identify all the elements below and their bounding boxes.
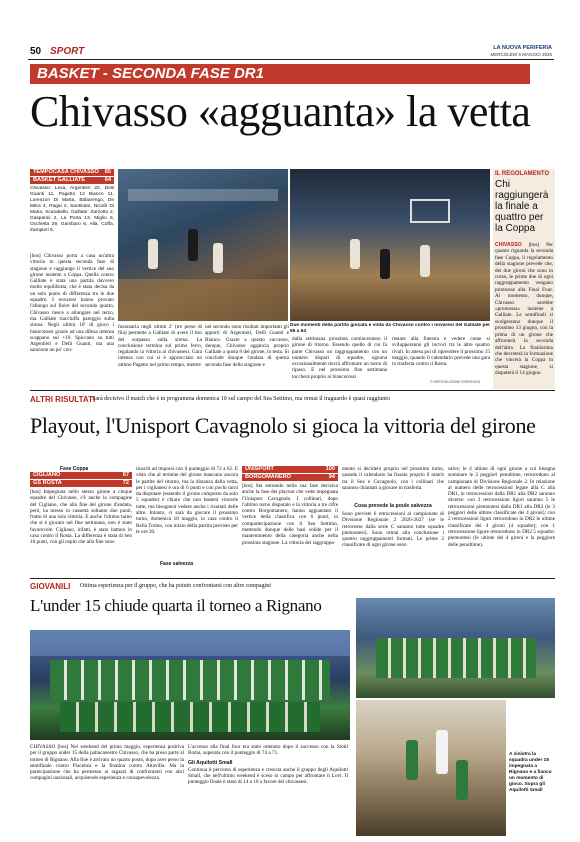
- score-row: [30, 472, 132, 480]
- article-kicker: ALTRI RISULTATI: [30, 395, 96, 404]
- article-text: L'accesso alla final four era stato ottenuto dopo il successo con la Stotil Roma, superata con il punteggio di 74 a 71.: [188, 744, 348, 757]
- subhead: Cosa prevede la poule salvezza: [354, 503, 432, 509]
- article-column: riusciti ad imporsi con il punteggio di 72 a 62. E visto che al termine del girone mancano ancora le partite del ritorno, ma la distanza dalla vetta, per i ciglianesi è ora di 6 punti e con pochi turni da disputare (essendo il girone composto da solo 5 squadre) è chiaro che non basterà vincerle tutte, ma bisognerà vedere anche i risultati delle altre. Intanto, ci sarà da giocare il prossimo turno, domenica 10 maggio, in casa contro il Bella Torino, con inizio della partita previsto per le ore 20.: [136, 466, 238, 535]
- game-photo: [118, 169, 288, 321]
- copyright: © RIPRODUZIONE RISERVATA: [430, 380, 481, 384]
- page-number: 50: [30, 46, 42, 57]
- subhead: Gli Aquilotti Small: [188, 759, 233, 766]
- sidebar-label: IL REGOLAMENTO: [495, 171, 550, 177]
- sidebar-dropcap: CHIVASSO: [495, 242, 522, 248]
- score-row: [242, 466, 338, 474]
- article-column: nel secondo sono risultati importanti gli apporti di Argentieri, Delli Guanti e Bianco. Grazie a questo successo, dunque, Chivasso aggancia proprio Galliate a quota 8 del girone, in testa. Si conclude dunque l'andata di questa seconda fase della stagione e: [205, 324, 289, 368]
- team-name: BASKET GALLIATE: [33, 177, 86, 183]
- article-column: [30, 744, 184, 836]
- team-photo: [356, 598, 555, 698]
- article-deck: Ottima esperienza per il gruppo, che ha potuto confrontarsi con altre compagini: [80, 583, 271, 589]
- team-photo: [30, 630, 350, 740]
- article-headline: Playout, l'Unisport Cavagnolo si gioca la vittoria del girone: [30, 413, 536, 438]
- team-score: 65: [104, 169, 111, 175]
- score-row: [242, 474, 338, 481]
- scoreboard: [30, 169, 114, 184]
- team-name: GS ROSTA: [33, 480, 62, 486]
- score-row: [30, 169, 114, 177]
- lineups: Chivasso: Leva, Argentieri 20, Delli Guanti 11, Pagetto 12 Bianco 11, Lorenzon Di Marta, Babarengo, De Mitra 4, Ragai 2, Santinato, Nicolò Di Maria, Scarabello. Galliate: Zarzotto 2, Gasparini 2, La Porta 13, Miglio 6, Occhetta 29, Gambaro 6, Alla, Coffa, Zampieri 6.: [30, 186, 114, 233]
- sidebar-body-wrap: [495, 242, 553, 382]
- score-row: [30, 480, 132, 487]
- game-photo: [290, 169, 490, 321]
- game-photo: [356, 700, 506, 836]
- photo-caption: A sinistra la squadra under 15 impegnata a Rignano e a fianco un momento di gioco. Sopra gli Aquilotti Small: [509, 752, 552, 793]
- team-name: CIGLIANO: [33, 472, 61, 478]
- sidebar-body: [bos] Per quanto riguarda la seconda fase Coppa, il regolamento della stagione prevede che, dei due gironi che sono in corso, le prime due di ogni raggruppamento vengano promosse alla Final Four. Al momento, dunque, Chivasso sarebbe «promossa» insieme a Galliate. Le semifinali si svolgeranno dunque il prossimo 13 giugno, con la prima di un girone che affronterà la seconda dell'altro. La finalissima che decreterà la formazione che vincerà la Coppa in questa stagione, si disputerà il 14 giugno.: [495, 242, 553, 377]
- article-headline: Chivasso «agguanta» la vetta: [30, 87, 531, 136]
- page-header: [28, 46, 554, 60]
- result-box: [30, 472, 132, 487]
- sidebar-box: [493, 169, 555, 389]
- article-column: [bos] Sta entrando nella sua fase decisiva anche la fase dei playout che vede impegnata l'Unisport Cavagnolo. I collinari, dopo l'ultimo turno disputato e la vittoria a tre cifre contro Borgomanero, hanno agguantato il vertice della classifica con 6 punti, in compartecipazione con il Sea Settimo, mettendo dunque delle basi solide per il mantenimento della categoria anche nella prossima stagione. La vittoria del raggruppa-: [242, 483, 338, 546]
- article-column: [bos] Impegnata nello stesso girone a cinque squadre del Chivasso, c'è anche la compagine del Cigliano, che alla fine del girone d'andata, però, ha messo in cassetta soltanto due punti, frutto di una sola vittoria. E anche l'ultimo turno che si è giocato nel fine settimana, non è stato favorevole. Cigliano, infatti, è stato battuto in casa contro il Rosta. La differenza è stata di ben 10 punti, con gli ospiti che alla fine sono: [30, 489, 132, 546]
- article-kicker: GIOVANILI: [30, 582, 71, 591]
- publication-name: LA NUOVA PERIFERIA: [493, 45, 552, 51]
- article-column: dalla settimana prossima cominceranno il girone di ritorno. Essendo quello di cui fa parte Chivasso un raggruppamento con un numero dispari di squadre, ognuna occasionalmente dovrà affrontare un turno di riposo. E nel prossimo fine settimana toccherà proprio ai biancorossi: [292, 336, 387, 380]
- article-column: restare alla finestra e vedere come si svilupperanno gli incroci tra le altre quattro rivali. In attesa poi di riprendere il prossimo 15 maggio, quando il calendario prevede una gara in trasferta contro il Rosta.: [392, 336, 490, 368]
- result-box-title: Fase salvezza: [160, 561, 194, 567]
- article-deck: Sarà decisivo il match che è in programma domenica 10 sul campo del Sea Settimo, ma ormai il traguardo è quasi raggiunto: [92, 396, 390, 402]
- team-name: BORGOMANERO: [245, 474, 291, 480]
- sidebar-title: Chi raggiungerà la finale a quattro per la Coppa: [495, 179, 549, 234]
- team-name: TEMPOCASA CHIVASSO: [33, 169, 99, 175]
- team-score: 94: [328, 474, 335, 480]
- team-score: 64: [104, 177, 111, 183]
- article-column: [bos] Chivasso porta a casa un'altra vittoria in questa seconda fase di stagione e raggiunge il vertice del suo girone insieme a Coppa. Quella contro Galliate è stata una partita davvero molto equilibrata, che è stata decisa da un solo punto di differenza tra le due squadre. I novaresi hanno provato l'allungo sul finire del secondo quarto, Chivasso riesce a allungare nel terzo, ma Galliate riacciuffa pareggio sulla sirena. Negli ultimi 10' di gioco i biancorossi grazie ad una difesa intensa scappano sul +10. Spiccano su tutti Argentieri e Delli Guanti, ma una sanzione un po' con-: [30, 253, 114, 354]
- article-text: CHIVASSO [bos] Nel weekend del primo maggio, esperienza positiva per il gruppo under 15 della pallacanestro Chivasso, che ha preso parte al torneo di Rignano. Alla fine è arrivato un quarto posto, dopo aver perso la semifinale contro Piacenza e la finalina contro Altavilla. Ma la partecipazione che ha permesso ai ragazzi di confrontarsi con altri compagini nazionali, acquisendo esperienza e consapevolezza.: [30, 744, 184, 782]
- score-row: [30, 177, 114, 184]
- issue-date: MERCOLEDÌ 6 MAGGIO 2026: [490, 52, 552, 57]
- article-column-2: [188, 744, 348, 836]
- result-box: [242, 466, 338, 481]
- team-score: 72: [122, 480, 129, 486]
- team-name: UNISPORT: [245, 466, 274, 472]
- article-column: mento si deciderà proprio nel prossimo turno, quando il calendario ha fissato proprio il match tra il Sea e Cavagnolo, con i collinari che saranno chiamati a giocare in trasferta.: [342, 466, 444, 491]
- section-label: SPORT: [50, 46, 85, 57]
- article-kicker: BASKET - SECONDA FASE DR1: [30, 64, 530, 84]
- team-score: 67: [122, 472, 129, 478]
- article-column: fusionaria negli ultimi 2' (tre perse di fila) permette a Galliate di avere il tiro del sorpasso sulla sirena. La conclusione termina sul primo ferro, regalando la vittoria ai chivassesi. Gara intensa con cui si è approcciato un ottimo Pagetto nel primo tempo, mentre: [118, 324, 202, 368]
- result-box-title: Fase Coppa: [60, 466, 89, 472]
- article-column: salve; le 4 ultime di ogni girone a cui bisogna sommare le 2 peggiori penultime, retrocedono al campionato di Divisione Regionale 2. In relazione al numero delle retrocessioni legate alla C alla DR1, le retrocessioni dalla DR1 alla DR2 saranno diverse: con 3 retrocessioni liguri saranno 5 le retrocessioni piemontesi dalla DR1 alla DR2 (le 3 peggiori delle ultime classificate dei 4 gironi); con 2 retrocessioni liguri retrocedono in DR2 le ultime classificate dei 4 gironi (4 squadre); con 1 retrocessione ligure retrocedono in DR2 5 squadre: piemontesi (le ultime dei 4 gironi e la peggiore delle penultime).: [448, 466, 555, 548]
- article-headline: L'under 15 chiude quarta il torneo a Rignano: [30, 596, 322, 615]
- photo-caption: Due momenti della partita giocata e vinta da Chivasso contro i novaresi del Galliate per 65 a 64: [290, 323, 490, 334]
- article-text: Continua il percorso di esperienza e crescita anche il gruppo degli Aquilotti Small, che nell'ultimo weekend è sceso in campo per affrontare il Lovi. Il punteggio finale è stato di 14 a 10 a favore dei chivassesi.: [188, 766, 348, 786]
- article-column: Sono previste 6 retrocessioni al campionato di Divisione Regionale 2 2026-2027 (se le retrocesse dalla serie C saranno tutte squadre piemontesi). Sono ormai alla conclusione i quattro raggruppamenti formati. Le prime 2 classificate di ogni girone sono: [342, 511, 444, 549]
- team-score: 100: [325, 466, 335, 472]
